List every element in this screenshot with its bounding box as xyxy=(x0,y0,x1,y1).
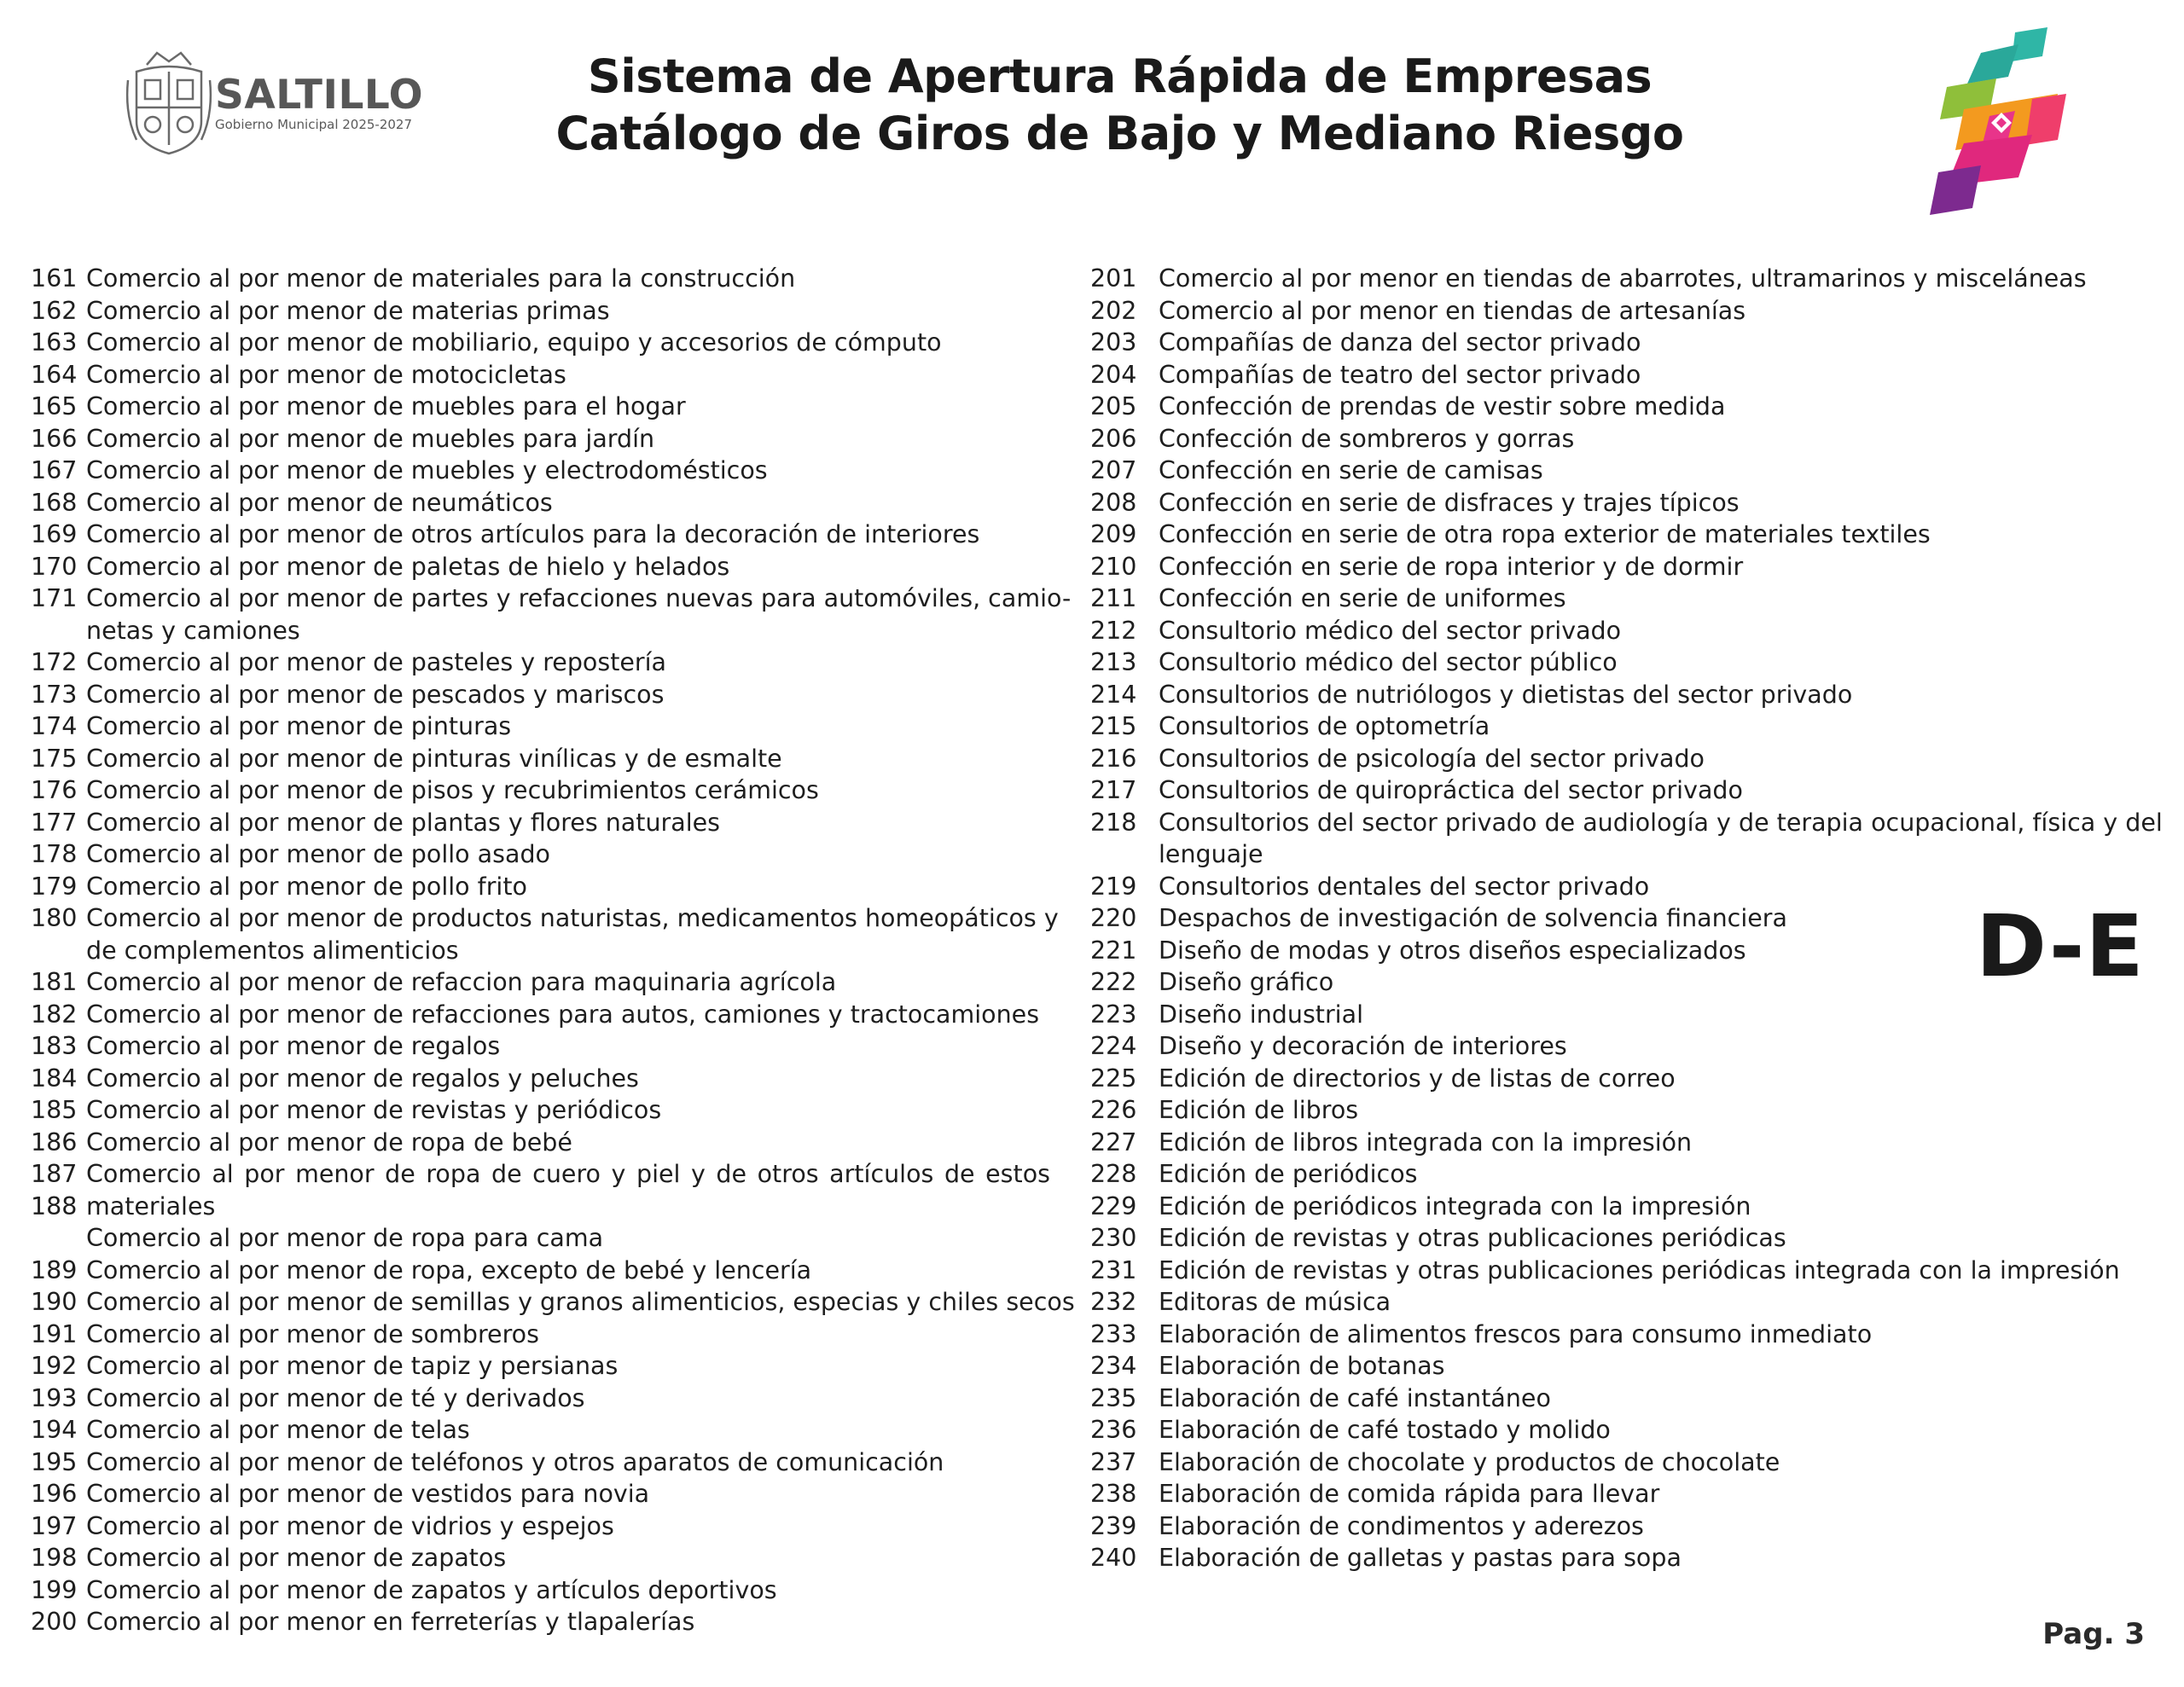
list-item: 219 Consultorios dentales del sector privado xyxy=(1090,872,1650,901)
list-item: 218 Consultorios del sector privado de audiología y de terapia ocupacional, física y del xyxy=(1090,808,2163,837)
list-item: 180 Comercio al por menor de productos naturistas, medicamentos homeopáticos y xyxy=(31,904,1059,932)
catalog-column-left xyxy=(31,263,1075,1638)
list-item: 226 Edición de libros xyxy=(1090,1096,1359,1124)
list-item: 216 Consultorios de psicología del sector privado xyxy=(1090,744,1705,773)
list-item: 234 Elaboración de botanas xyxy=(1090,1352,1445,1380)
list-item: 164 Comercio al por menor de motocicletas xyxy=(31,360,566,389)
list-item: 196 Comercio al por menor de vestidos para novia xyxy=(31,1480,650,1508)
list-item: 201 Comercio al por menor en tiendas de abarrotes, ultramarinos y misceláneas xyxy=(1090,264,2087,293)
list-item: 169 Comercio al por menor de otros artículos para la decoración de interiores xyxy=(31,520,980,548)
list-item: 230 Edición de revistas y otras publicaciones periódicas xyxy=(1090,1224,1786,1252)
list-item: 185 Comercio al por menor de revistas y periódicos xyxy=(31,1096,662,1124)
list-item: 224 Diseño y decoración de interiores xyxy=(1090,1032,1567,1060)
list-item: 162 Comercio al por menor de materias primas xyxy=(31,296,610,325)
list-item: 199 Comercio al por menor de zapatos y artículos deportivos xyxy=(31,1575,777,1604)
list-item: 236 Elaboración de café tostado y molido xyxy=(1090,1416,1611,1444)
list-item: 214 Consultorios de nutriólogos y dietistas del sector privado xyxy=(1090,680,1853,709)
list-item: 168 Comercio al por menor de neumáticos xyxy=(31,488,553,517)
list-item: 165 Comercio al por menor de muebles para el hogar xyxy=(31,392,686,420)
list-item: 194 Comercio al por menor de telas xyxy=(31,1416,470,1444)
list-item: 189 Comercio al por menor de ropa, excepto de bebé y lencería xyxy=(31,1255,812,1284)
list-item: 176 Comercio al por menor de pisos y recubrimientos cerámicos xyxy=(31,776,819,804)
list-item: 220 Despachos de investigación de solvencia financiera xyxy=(1090,904,1787,932)
list-item-continuation: netas y camiones xyxy=(86,616,300,645)
title-line-2: Catálogo de Giros de Bajo y Mediano Riesgo xyxy=(555,107,1684,160)
list-item: 163 Comercio al por menor de mobiliario, equipo y accesorios de cómputo xyxy=(31,328,942,357)
list-item: 190 Comercio al por menor de semillas y granos alimenticios, especias y chiles secos xyxy=(31,1288,1075,1316)
list-item: 197 Comercio al por menor de vidrios y espejos xyxy=(31,1511,614,1540)
coat-of-arms-icon xyxy=(123,46,215,159)
list-item: 238 Elaboración de comida rápida para llevar xyxy=(1090,1480,1660,1508)
list-item: 208 Confección en serie de disfraces y trajes típicos xyxy=(1090,488,1740,517)
page-title xyxy=(461,48,1779,162)
list-item: 179 Comercio al por menor de pollo frito xyxy=(31,872,527,901)
list-item: 205 Confección de prendas de vestir sobre medida xyxy=(1090,392,1726,420)
list-item: 204 Compañías de teatro del sector privado xyxy=(1090,360,1641,389)
list-item: 210 Confección en serie de ropa interior y de dormir xyxy=(1090,552,1744,581)
list-item: 188 materiales xyxy=(31,1191,216,1220)
list-item: 223 Diseño industrial xyxy=(1090,1000,1363,1029)
list-item: 170 Comercio al por menor de paletas de hielo y helados xyxy=(31,552,730,581)
brand-name: SALTILLO xyxy=(215,72,424,119)
list-item: 207 Confección en serie de camisas xyxy=(1090,456,1543,484)
list-item: 222 Diseño gráfico xyxy=(1090,968,1334,996)
list-item: 195 Comercio al por menor de teléfonos y otros aparatos de comunicación xyxy=(31,1447,944,1476)
list-item: 177 Comercio al por menor de plantas y flores naturales xyxy=(31,808,720,837)
list-item: 178 Comercio al por menor de pollo asado xyxy=(31,840,550,868)
title-line-1: Sistema de Apertura Rápida de Empresas xyxy=(587,49,1653,103)
list-item: 174 Comercio al por menor de pinturas xyxy=(31,712,512,740)
list-item: 183 Comercio al por menor de regalos xyxy=(31,1032,501,1060)
list-item: 217 Consultorios de quiropráctica del sector privado xyxy=(1090,776,1743,804)
list-item: 231 Edición de revistas y otras publicaciones periódicas integrada con la impresión xyxy=(1090,1255,2120,1284)
list-item: 206 Confección de sombreros y gorras xyxy=(1090,424,1575,453)
list-item: 187 Comercio al por menor de ropa de cuero y piel y de otros artículos de estos xyxy=(31,1160,1050,1188)
list-item-continuation: lenguaje xyxy=(1159,840,1263,868)
list-item: 209 Confección en serie de otra ropa exterior de materiales textiles xyxy=(1090,520,1931,548)
list-item: 181 Comercio al por menor de refaccion para maquinaria agrícola xyxy=(31,968,837,996)
list-item: 212 Consultorio médico del sector privado xyxy=(1090,616,1622,645)
list-item: 186 Comercio al por menor de ropa de bebé xyxy=(31,1128,572,1157)
list-item: 171 Comercio al por menor de partes y refacciones nuevas para automóviles, camio- xyxy=(31,584,1072,612)
list-item: 191 Comercio al por menor de sombreros xyxy=(31,1319,539,1348)
list-item-continuation: Comercio al por menor de ropa para cama xyxy=(86,1224,604,1252)
section-letter: D-E xyxy=(1976,896,2145,996)
list-item: 233 Elaboración de alimentos frescos para consumo inmediato xyxy=(1090,1319,1873,1348)
list-item: 193 Comercio al por menor de té y derivados xyxy=(31,1383,585,1412)
list-item: 173 Comercio al por menor de pescados y mariscos xyxy=(31,680,665,709)
list-item: 175 Comercio al por menor de pinturas vinílicas y de esmalte xyxy=(31,744,782,773)
list-item: 215 Consultorios de optometría xyxy=(1090,712,1490,740)
list-item: 211 Confección en serie de uniformes xyxy=(1090,584,1566,612)
list-item: 232 Editoras de música xyxy=(1090,1288,1391,1316)
list-item: 167 Comercio al por menor de muebles y electrodomésticos xyxy=(31,456,768,484)
list-item: 166 Comercio al por menor de muebles para jardín xyxy=(31,424,655,453)
list-item: 237 Elaboración de chocolate y productos de chocolate xyxy=(1090,1447,1780,1476)
list-item: 192 Comercio al por menor de tapiz y persianas xyxy=(31,1352,619,1380)
list-item: 172 Comercio al por menor de pasteles y repostería xyxy=(31,648,667,676)
list-item: 198 Comercio al por menor de zapatos xyxy=(31,1544,507,1572)
list-item: 182 Comercio al por menor de refacciones para autos, camiones y tractocamiones xyxy=(31,1000,1040,1029)
saltillo-s-logo-icon xyxy=(1930,27,2075,215)
list-item: 200 Comercio al por menor en ferreterías y tlapalerías xyxy=(31,1608,695,1636)
list-item: 239 Elaboración de condimentos y aderezos xyxy=(1090,1511,1644,1540)
page-number: Pag. 3 xyxy=(2042,1617,2145,1651)
list-item: 221 Diseño de modas y otros diseños especializados xyxy=(1090,936,1746,965)
list-item: 202 Comercio al por menor en tiendas de artesanías xyxy=(1090,296,1746,325)
list-item: 228 Edición de periódicos xyxy=(1090,1160,1418,1188)
list-item: 225 Edición de directorios y de listas de correo xyxy=(1090,1064,1676,1093)
list-item: 161 Comercio al por menor de materiales para la construcción xyxy=(31,264,796,293)
saltillo-logo xyxy=(123,46,430,165)
list-item: 229 Edición de periódicos integrada con la impresión xyxy=(1090,1191,1751,1220)
list-item: 184 Comercio al por menor de regalos y peluches xyxy=(31,1064,639,1093)
list-item: 227 Edición de libros integrada con la impresión xyxy=(1090,1128,1693,1157)
list-item-continuation: de complementos alimenticios xyxy=(86,936,459,965)
list-item: 240 Elaboración de galletas y pastas para sopa xyxy=(1090,1544,1682,1572)
list-item: 213 Consultorio médico del sector público xyxy=(1090,648,1618,676)
list-item: 235 Elaboración de café instantáneo xyxy=(1090,1383,1551,1412)
list-item: 203 Compañías de danza del sector privado xyxy=(1090,328,1641,357)
brand-subtitle: Gobierno Municipal 2025-2027 xyxy=(215,117,413,132)
